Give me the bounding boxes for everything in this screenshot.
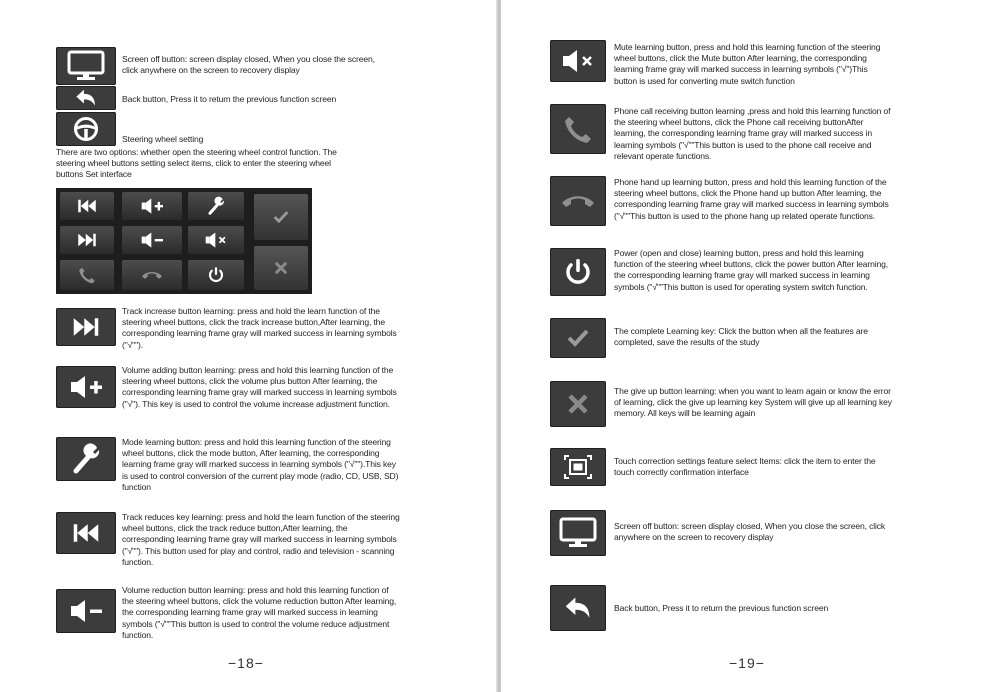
touch-correction-description: Touch correction settings feature select Items: click the item to enter the touch correctly confirmation interface [614,456,876,478]
cross-icon[interactable] [254,246,308,290]
wrench-icon[interactable] [188,192,244,220]
mute-description: Mute learning button, press and hold this learning function of the steering wheel buttons, click the Mute button After learning, the corresponding learning frame gray will marked success in learning symbols ("√")This button is used for converting mute switch function [614,42,881,86]
screen-off-description: Screen off button: screen display closed, When you close the screen, click anywhere on the screen to recovery display [614,521,886,543]
page-number: −18− [228,655,264,671]
steering-wheel-note: There are two options: whether open the steering wheel control function. The steering wheel buttons setting select items, click to enter the steering wheel buttons Set interface [56,147,337,180]
mute-icon[interactable] [188,226,244,254]
track-reduce-description: Track reduces key learning: press and hold the learn function of the steering wheel buttons, click the track reduce button,After learning, the corresponding learning frame gray will marked success in learning symbols ("√""). This button used for play and control, radio and television - scanning function. [122,512,400,567]
phone-hangup-description: Phone hand up learning button, press and hold this learning function of the steering wheel buttons, click the Phone hand up button After learning, the corresponding learning frame gray will marked success in learning symbols ("√""This button is used to the phone hang up related operate functions. [614,177,889,221]
phone-answer-icon [550,104,606,154]
checkmark-icon [550,318,606,358]
volume-down-icon [56,589,116,633]
back-description: Back button, Press it to return the previous function screen [614,603,829,613]
track-increase-description: Track increase button learning: press and hold the learn function of the steering wheel buttons, click the track increase button,After learning, the corresponding learning frame gray will marked success in learning symbols ("√""). [122,306,397,350]
steering-wheel-icon [56,112,116,146]
volume-adding-description: Volume adding button learning: press and hold this learning function of the steering wheel buttons, click the volume plus button After learning, the corresponding learning frame gray will marked success in learning symbols ("√"). This key is used to control the volume increase adjustment function. [122,365,397,409]
learning-panel [56,188,312,294]
monitor-icon [550,510,606,556]
complete-learning-description: The complete Learning key: Click the button when all the features are completed, save the results of the study [614,326,868,348]
track-previous-icon[interactable] [60,192,114,220]
left-page [0,0,498,692]
volume-reduction-description: Volume reduction button learning: press and hold this learning function of the steering wheel buttons, click the volume reduction button After learning, the corresponding learning frame gray will marked success in learning symbols ("√""This button is used to control the volume reduce adjustment function. [122,585,397,640]
mode-description: Mode learning button: press and hold this learning function of the steering wheel buttons, click the mode button, After learning, the corresponding learning frame gray will marked success in learning symbols ("√"").This key is used to control conversion of the current play mode (radio, CD, USB, SD) function [122,437,399,492]
give-up-description: The give up button learning: when you want to learn again or know the error of learning, click the give up learning key System will give up all learning key memory. All keys will be learning again [614,386,892,419]
back-arrow-icon [56,86,116,110]
volume-down-icon[interactable] [122,226,182,254]
back-description: Back button, Press it to return the previous function screen [122,94,337,104]
phone-receive-description: Phone call receiving button learning ,press and hold this learning function of the steering wheel buttons, click the Phone call receiving buttonAfter learning, the corresponding learning frame gray will marked success in learning symbols ("√""This button is used to the phone call receive and relevant operate functions. [614,106,891,161]
phone-hangup-icon[interactable] [122,260,182,290]
phone-answer-icon[interactable] [60,260,114,290]
power-icon [550,248,606,296]
wrench-icon [56,437,116,481]
power-icon[interactable] [188,260,244,290]
phone-hangup-icon [550,176,606,226]
right-page [500,0,1000,692]
screen-off-description: Screen off button: screen display closed, When you close the screen, click anywhere on the screen to recovery display [122,54,375,76]
page-number: −19− [729,655,765,671]
volume-up-icon [56,366,116,408]
touch-calibration-icon [550,448,606,486]
checkmark-icon[interactable] [254,194,308,240]
track-next-icon [56,308,116,346]
mute-icon [550,40,606,82]
power-description: Power (open and close) learning button, press and hold this learning function of the steering wheel buttons, click the power button After learning, the corresponding learning frame gray will marked success in learning symbols ("√""This button is used for operating system switch function. [614,248,888,292]
track-previous-icon [56,512,116,554]
monitor-icon [56,47,116,85]
track-next-icon[interactable] [60,226,114,254]
volume-up-icon[interactable] [122,192,182,220]
cross-icon [550,381,606,427]
steering-wheel-title: Steering wheel setting [122,134,204,144]
back-arrow-icon [550,585,606,631]
